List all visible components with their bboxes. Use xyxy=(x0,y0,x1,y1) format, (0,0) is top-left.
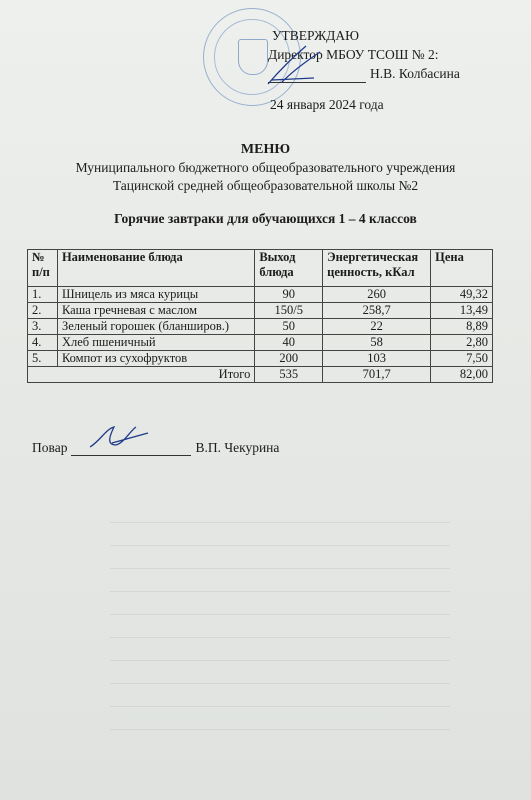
approval-heading: УТВЕРЖДАЮ xyxy=(272,28,360,43)
approval-name: Н.В. Колбасина xyxy=(370,66,460,81)
header-energy: Энергетическая ценность, кКал xyxy=(323,250,431,287)
total-label: Итого xyxy=(28,367,255,383)
document-subtitle: Горячие завтраки для обучающихся 1 – 4 классов xyxy=(114,211,417,226)
header-num: № п/п xyxy=(28,250,58,287)
total-energy: 701,7 xyxy=(323,367,431,383)
row-energy: 103 xyxy=(323,351,431,367)
row-num: 2. xyxy=(28,303,58,319)
row-energy: 258,7 xyxy=(323,303,431,319)
approval-date: 24 января 2024 года xyxy=(270,97,384,112)
table-header-row xyxy=(28,250,493,287)
row-price: 13,49 xyxy=(431,303,493,319)
row-energy: 58 xyxy=(323,335,431,351)
row-name: Каша гречневая с маслом xyxy=(57,303,254,319)
row-name: Компот из сухофруктов xyxy=(57,351,254,367)
row-price: 7,50 xyxy=(431,351,493,367)
row-name: Зеленый горошек (бланширов.) xyxy=(57,319,254,335)
row-num: 4. xyxy=(28,335,58,351)
row-num: 1. xyxy=(28,287,58,303)
cook-label: Повар xyxy=(32,440,68,455)
table-total-row xyxy=(28,367,493,383)
row-energy: 22 xyxy=(323,319,431,335)
row-price: 8,89 xyxy=(431,319,493,335)
row-price: 49,32 xyxy=(431,287,493,303)
row-num: 3. xyxy=(28,319,58,335)
organization-line-2: Тацинской средней общеобразовательной школы №2 xyxy=(112,178,419,193)
row-price: 2,80 xyxy=(431,335,493,351)
table-row xyxy=(28,351,493,367)
table-row xyxy=(28,303,493,319)
row-yield: 90 xyxy=(255,287,323,303)
row-name: Шницель из мяса курицы xyxy=(57,287,254,303)
row-yield: 200 xyxy=(255,351,323,367)
header-yield: Выход блюда xyxy=(255,250,323,287)
cook-name: В.П. Чекурина xyxy=(195,440,280,455)
total-yield: 535 xyxy=(255,367,323,383)
table-row xyxy=(28,319,493,335)
table-row xyxy=(28,287,493,303)
row-name: Хлеб пшеничный xyxy=(57,335,254,351)
header-name: Наименование блюда xyxy=(57,250,254,287)
total-price: 82,00 xyxy=(431,367,493,383)
row-num: 5. xyxy=(28,351,58,367)
document-title: МЕНЮ xyxy=(240,142,291,157)
header-price: Цена xyxy=(431,250,493,287)
director-signature xyxy=(262,40,332,90)
organization-line-1: Муниципального бюджетного общеобразовательного учреждения xyxy=(75,160,456,175)
row-yield: 50 xyxy=(255,319,323,335)
show-through-background xyxy=(110,500,450,730)
row-yield: 40 xyxy=(255,335,323,351)
cook-signature-block xyxy=(32,440,279,456)
menu-table xyxy=(27,249,493,383)
cook-signature-line xyxy=(71,442,191,456)
approval-position: Директор МБОУ ТСОШ № 2: xyxy=(268,47,439,62)
table-row xyxy=(28,335,493,351)
row-energy: 260 xyxy=(323,287,431,303)
row-yield: 150/5 xyxy=(255,303,323,319)
